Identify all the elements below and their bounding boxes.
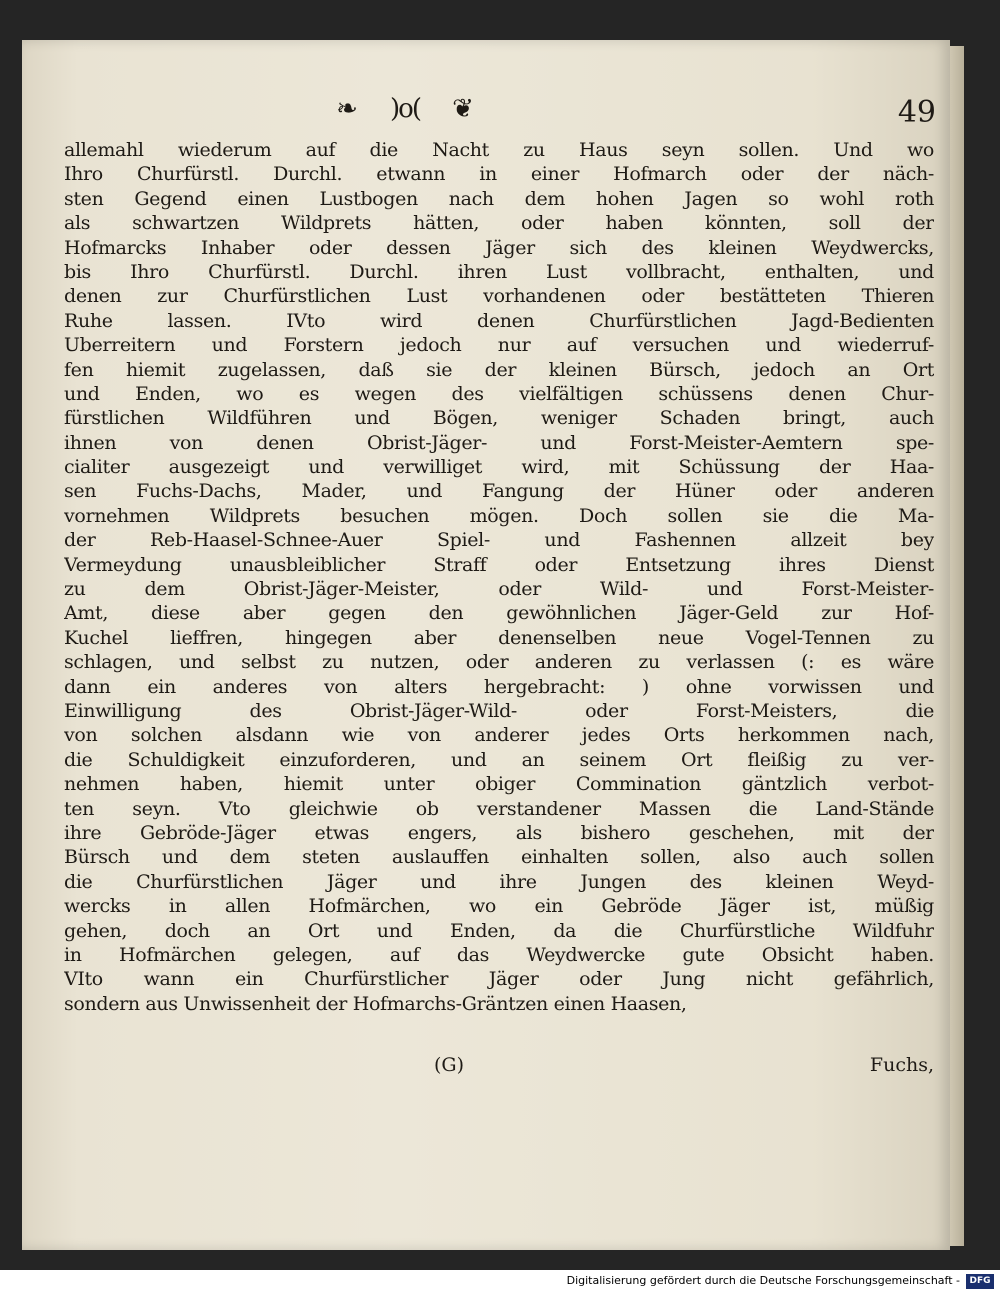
dfg-logo: DFG [966, 1274, 994, 1289]
text-line: ihnen von denen Obrist-Jäger- und Forst-Meister-Aemtern spe- [64, 431, 934, 454]
text-line: sten Gegend einen Lustbogen nach dem hohen Jagen so wohl roth [64, 187, 934, 210]
text-line: gehen, doch an Ort und Enden, da die Churfürstliche Wildfuhr [64, 919, 934, 942]
signature-line [64, 1054, 934, 1082]
text-line: ten seyn. Vto gleichwie ob verstandener Massen die Land-Stände [64, 797, 934, 820]
text-line: denen zur Churfürstlichen Lust vorhandenen oder bestätteten Thieren [64, 285, 934, 308]
text-line: Ruhe lassen. IVto wird denen Churfürstlichen Jagd-Bedienten [64, 309, 934, 332]
text-line: zu dem Obrist-Jäger-Meister, oder Wild- und Forst-Meister- [64, 578, 934, 601]
body-text [64, 138, 934, 1016]
page-edge [950, 46, 964, 1246]
text-line: fen hiemit zugelassen, daß sie der kleinen Bürsch, jedoch an Ort [64, 358, 934, 381]
funding-credit: Digitalisierung gefördert durch die Deutsche Forschungsgemeinschaft - [566, 1274, 960, 1287]
text-line: Uberreitern und Forstern jedoch nur auf versuchen und wiederruf- [64, 334, 934, 357]
text-line: schlagen, und selbst zu nutzen, oder anderen zu verlassen (: es wäre [64, 651, 934, 674]
text-line: VIto wann ein Churfürstlicher Jäger oder Jung nicht gefährlich, [64, 968, 934, 991]
page-number: 49 [897, 95, 936, 130]
ornament-right-glyph: ❦ [452, 94, 474, 124]
text-line: allemahl wiederum auf die Nacht zu Haus seyn sollen. Und wo [64, 139, 934, 161]
text-line: vornehmen Wildprets besuchen mögen. Doch sollen sie die Ma- [64, 504, 934, 527]
header-ornament [330, 92, 480, 126]
signature-mark: (G) [433, 1054, 464, 1076]
text-line: die Churfürstlichen Jäger und ihre Jungen des kleinen Weyd- [64, 870, 934, 893]
text-line: sen Fuchs-Dachs, Mader, und Fangung der Hüner oder anderen [64, 480, 934, 503]
text-line: bis Ihro Churfürstl. Durchl. ihren Lust vollbracht, enthalten, und [64, 260, 934, 283]
text-line: Einwilligung des Obrist-Jäger-Wild- oder Forst-Meisters, die [64, 699, 934, 722]
text-line: sondern aus Unwissenheit der Hofmarchs-Gräntzen einen Haasen, [64, 992, 687, 1015]
text-line: Hofmarcks Inhaber oder dessen Jäger sich des kleinen Weydwercks, [64, 236, 934, 259]
footer-bar [0, 1270, 1000, 1293]
text-line: Ihro Churfürstl. Durchl. etwann in einer Hofmarch oder der näch- [64, 163, 934, 186]
text-line: und Enden, wo es wegen des vielfältigen schüssens denen Chur- [64, 382, 934, 405]
text-line: Kuchel lieffren, hingegen aber denenselben neue Vogel-Tennen zu [64, 626, 934, 649]
text-line: Amt, diese aber gegen den gewöhnlichen Jäger-Geld zur Hof- [64, 602, 934, 625]
ornament-left-glyph: ❧ [336, 94, 358, 124]
text-line: dann ein anderes von alters hergebracht: ) ohne vorwissen und [64, 675, 934, 698]
text-line: cialiter ausgezeigt und verwilliget wird, mit Schüssung der Haa- [64, 456, 934, 479]
catchword: Fuchs, [869, 1054, 934, 1076]
text-line: wercks in allen Hofmärchen, wo ein Gebröde Jäger ist, müßig [64, 895, 934, 918]
text-line: Vermeydung unausbleiblicher Straff oder Entsetzung ihres Dienst [64, 553, 934, 576]
text-line: der Reb-Haasel-Schnee-Auer Spiel- und Fashennen allzeit bey [64, 529, 934, 552]
text-line: ihre Gebröde-Jäger etwas engers, als bishero geschehen, mit der [64, 821, 934, 844]
text-line: nehmen haben, hiemit unter obiger Commination gäntzlich verbot- [64, 773, 934, 796]
text-line: von solchen alsdann wie von anderer jedes Orts herkommen nach, [64, 724, 934, 747]
text-line: fürstlichen Wildführen und Bögen, weniger Schaden bringt, auch [64, 407, 934, 430]
text-line: die Schuldigkeit einzuforderen, und an seinem Ort fleißig zu ver- [64, 748, 934, 771]
text-line: als schwartzen Wildprets hätten, oder haben könnten, soll der [64, 212, 934, 235]
ornament-center: )o( [390, 94, 420, 124]
text-line: Bürsch und dem steten auslauffen einhalten sollen, also auch sollen [64, 846, 934, 869]
text-line: in Hofmärchen gelegen, auf das Weydwercke gute Obsicht haben. [64, 943, 934, 966]
